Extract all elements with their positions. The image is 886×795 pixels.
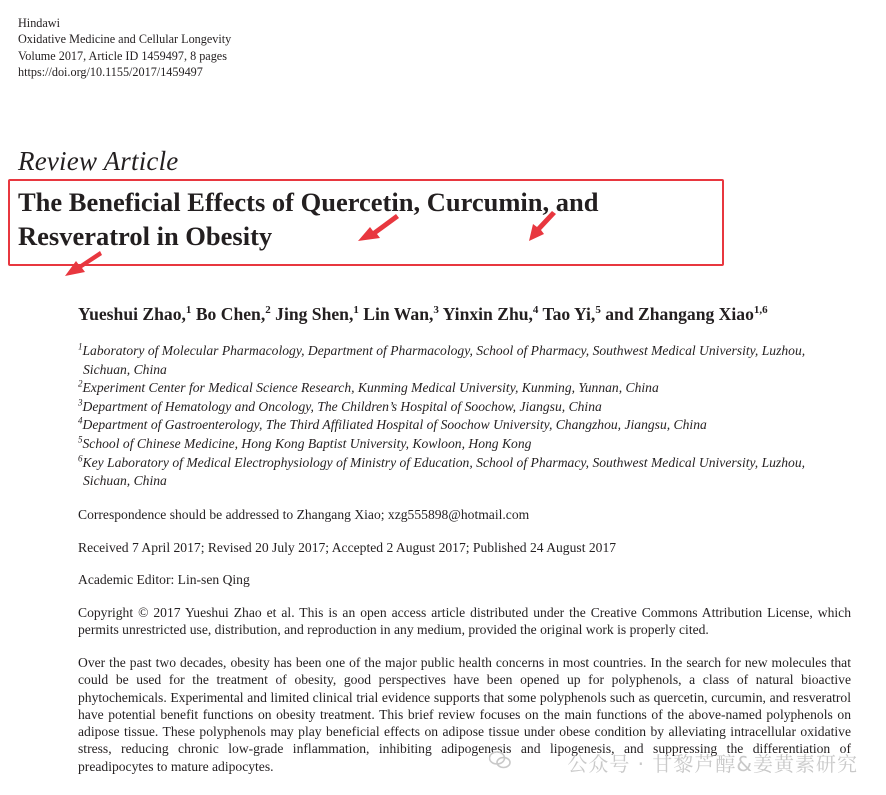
wechat-logo-icon: [489, 751, 511, 769]
article-type: Review Article: [18, 146, 179, 176]
affiliation: $^6$Key Laboratory of Medical Electrophysiology of Ministry of Education, School of Pharmacy, Southwest Medical University, Luzhou,: [78, 453, 806, 470]
academic-editor: Academic Editor: Lin-sen Qing: [78, 572, 250, 587]
author: Yueshui Zhao,$^1$: [78, 304, 192, 324]
affiliation: $^5$School of Chinese Medicine, Hong Kong Baptist University, Kowloon, Hong Kong: [78, 434, 532, 451]
title-line-1: The Beneficial Effects of Quercetin, Curcumin, and: [18, 187, 599, 217]
journal-header: [18, 15, 231, 80]
abstract: Over the past two decades, obesity has been one of the major public health concerns in most countries. In the search for new molecules that could be used for the treatment of obesity, good perspectives have been opened up for polyphenols, a class of natural bioactive phytochemicals. Experimental and limited clinical trial evidence supports that some polyphenols such as quercetin, curcumin, and resveratrol have potential benefit functions on obesity treatment. This brief review focuses on the main functions of the above-named polyphenols on adipose tissue. These polyphenols may play beneficial effects on adipose tissue under obese condition by alleviating intracellular oxidative stress, reducing chronic low-grade inflammation, inhibiting adipogenesis and lipogenesis, and suppressing the differentiation of preadipocytes to mature adipocytes.: [78, 655, 851, 774]
arrow-annotation-icon: [524, 208, 558, 244]
affiliation: $^4$Department of Gastroenterology, The Third Affiliated Hospital of Soochow University, Changzhou, Jiangsu, China: [78, 415, 707, 433]
affiliation: $^1$Laboratory of Molecular Pharmacology, Department of Pharmacology, School of Pharmacy, Southwest Medical University, Luzhou,: [78, 341, 806, 358]
author: Bo Chen,$^2$: [195, 304, 271, 324]
copyright-notice: Copyright © 2017 Yueshui Zhao et al. This is an open access article distributed under the Creative Commons Attribution License, which permits unrestricted use, distribution, and reproduction in any medium, provided the original work is properly cited.: [78, 605, 851, 638]
author: Yinxin Zhu,$^4$: [442, 304, 539, 324]
author: Lin Wan,$^3$: [363, 304, 439, 324]
watermark: 公众号 · 甘黎芦醇&姜黄素研究: [567, 752, 858, 776]
affiliation-continued: Sichuan, China: [83, 361, 167, 377]
affiliation-continued: Sichuan, China: [83, 473, 167, 489]
author-list: [78, 304, 768, 325]
author: Tao Yi,$^5$: [542, 304, 601, 324]
author: Jing Shen,$^1$: [275, 304, 359, 324]
journal-volume: Volume 2017, Article ID 1459497, 8 pages: [18, 48, 227, 63]
arrow-annotation-icon: [62, 247, 104, 279]
publication-dates: Received 7 April 2017; Revised 20 July 2017; Accepted 2 August 2017; Published 24 August 2017: [78, 540, 617, 555]
affiliation: $^2$Experiment Center for Medical Science Research, Kunming Medical University, Kunming, Yunnan, China: [78, 378, 659, 396]
author: and Zhangang Xiao$^{1,6}$: [605, 304, 768, 324]
publisher-name: Hindawi: [18, 16, 60, 30]
arrow-annotation-icon: [354, 210, 402, 244]
title-line-2: Resveratrol in Obesity: [18, 221, 273, 251]
correspondence: Correspondence should be addressed to Zhangang Xiao; xzg555898@hotmail.com: [78, 507, 530, 522]
affiliation-list: [78, 342, 853, 491]
journal-name: Oxidative Medicine and Cellular Longevity: [18, 32, 232, 47]
affiliation: $^3$Department of Hematology and Oncology, The Children’s Hospital of Soochow, Jiangsu, China: [78, 397, 602, 414]
doi-link[interactable]: https://doi.org/10.1155/2017/1459497: [18, 64, 203, 79]
